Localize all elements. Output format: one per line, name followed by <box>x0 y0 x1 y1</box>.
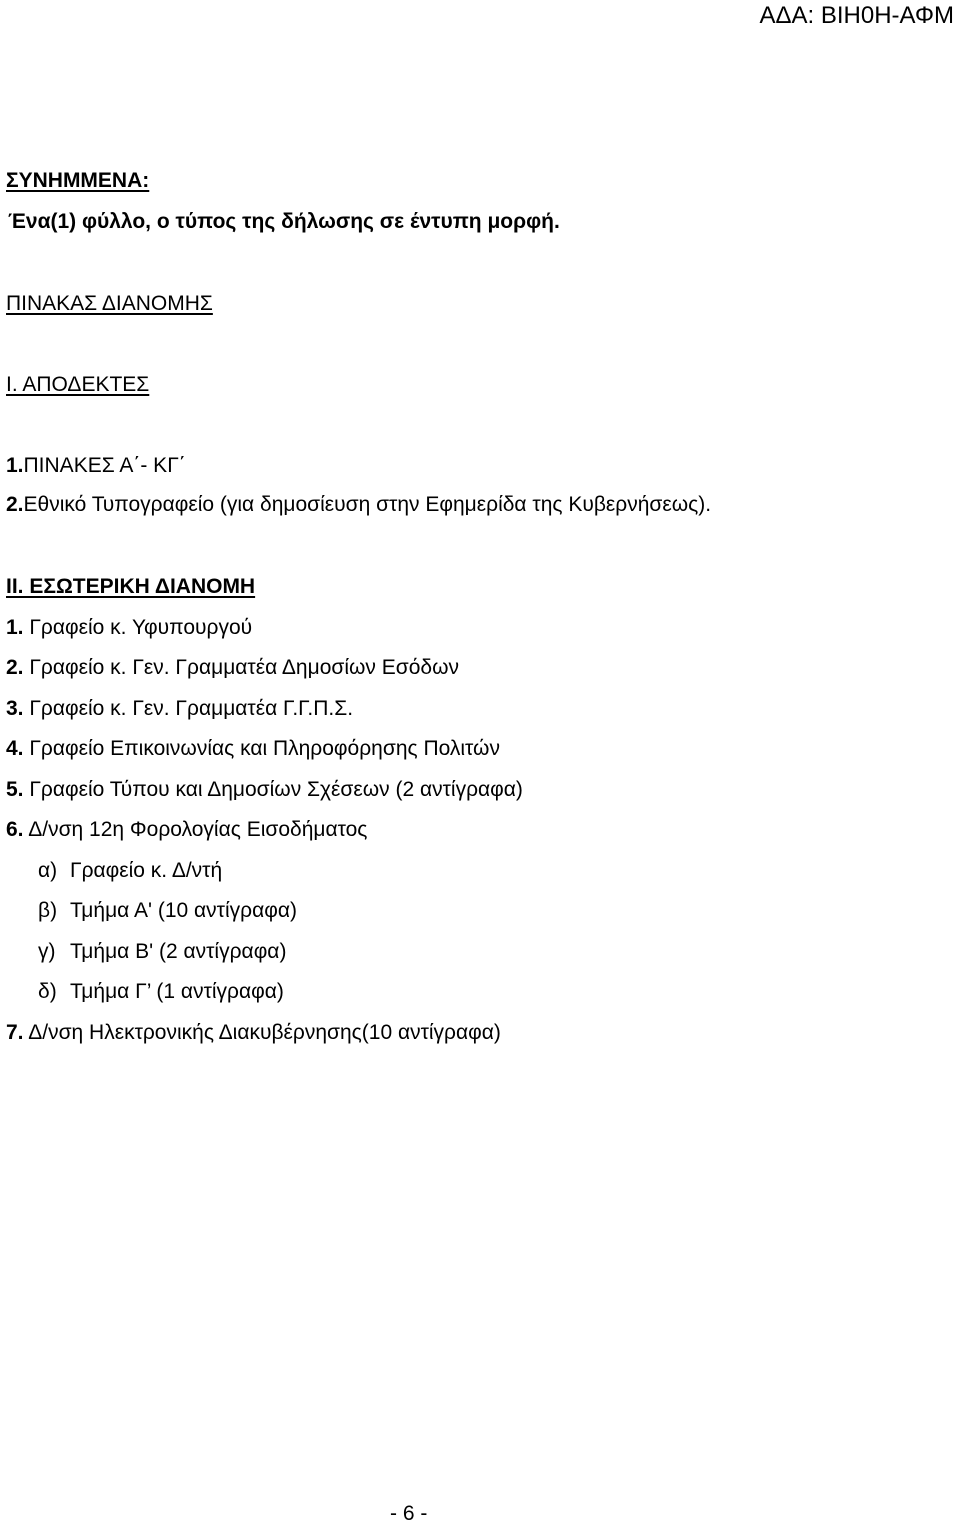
sub-item-letter: β) <box>38 899 58 922</box>
item-text: Γραφείο Επικοινωνίας και Πληροφόρησης Πολιτών <box>29 737 500 760</box>
item-text: Δ/νση Ηλεκτρονικής Διακυβέρνησης(10 αντίγραφα) <box>28 1021 501 1044</box>
ada-code: ΑΔΑ: ΒΙΗ0Η-ΑΦΜ <box>759 2 954 29</box>
internal-item <box>6 617 252 638</box>
item-number: 7. <box>6 1021 24 1044</box>
recipient-item <box>6 494 711 515</box>
internal-item <box>6 657 459 678</box>
internal-item <box>6 819 367 840</box>
item-number: 5. <box>6 778 24 801</box>
sub-item <box>38 941 286 962</box>
sub-item-text: Τμήμα Γ’ (1 αντίγραφα) <box>70 980 284 1003</box>
item-number: 2. <box>6 656 24 679</box>
item-number: 1. <box>6 616 24 639</box>
item-number: 3. <box>6 697 24 720</box>
page-number: - 6 - <box>390 1502 428 1525</box>
sub-item <box>38 981 284 1002</box>
attachments-heading: ΣΥΝΗΜΜΕΝΑ: <box>6 169 150 192</box>
sub-item <box>38 900 297 921</box>
sub-item-text: Γραφείο κ. Δ/ντή <box>70 859 223 882</box>
item-number: 4. <box>6 737 24 760</box>
item-text: Γραφείο Τύπου και Δημοσίων Σχέσεων (2 αντίγραφα) <box>29 778 523 801</box>
recipient-item <box>6 455 186 476</box>
sub-item-letter: γ) <box>38 940 56 963</box>
sub-item <box>38 860 222 881</box>
distribution-title: ΠΙΝΑΚΑΣ ΔΙΑΝΟΜΗΣ <box>6 292 213 315</box>
internal-item <box>6 698 353 719</box>
item-text: Γραφείο κ. Γεν. Γραμματέα Γ.Γ.Π.Σ. <box>29 697 354 720</box>
internal-item <box>6 779 523 800</box>
item-number: 1. <box>6 454 24 477</box>
item-number: 6. <box>6 818 24 841</box>
internal-heading: ΙΙ. ΕΣΩΤΕΡΙΚΗ ΔΙΑΝΟΜΗ <box>6 575 256 598</box>
sub-item-text: Τμήμα Α' (10 αντίγραφα) <box>70 899 297 922</box>
item-text: Γραφείο κ. Γεν. Γραμματέα Δημοσίων Εσόδων <box>29 656 459 679</box>
item-text: Δ/νση 12η Φορολογίας Εισοδήματος <box>28 818 368 841</box>
sub-item-letter: δ) <box>38 980 57 1003</box>
sub-item-text: Τμήμα Β' (2 αντίγραφα) <box>70 940 287 963</box>
attachments-text: Ένα(1) φύλλο, ο τύπος της δήλωσης σε έντυπη μορφή. <box>8 210 560 233</box>
item-text: Γραφείο κ. Υφυπουργού <box>29 616 253 639</box>
item-number: 2. <box>6 493 24 516</box>
recipients-heading: Ι. ΑΠΟΔΕΚΤΕΣ <box>6 373 150 396</box>
internal-item <box>6 1022 501 1043</box>
item-text: ΠΙΝΑΚΕΣ Α΄- ΚΓ΄ <box>23 454 186 477</box>
internal-item <box>6 738 500 759</box>
sub-item-letter: α) <box>38 859 58 882</box>
item-text: Εθνικό Τυπογραφείο (για δημοσίευση στην Εφημερίδα της Κυβερνήσεως). <box>23 493 712 516</box>
